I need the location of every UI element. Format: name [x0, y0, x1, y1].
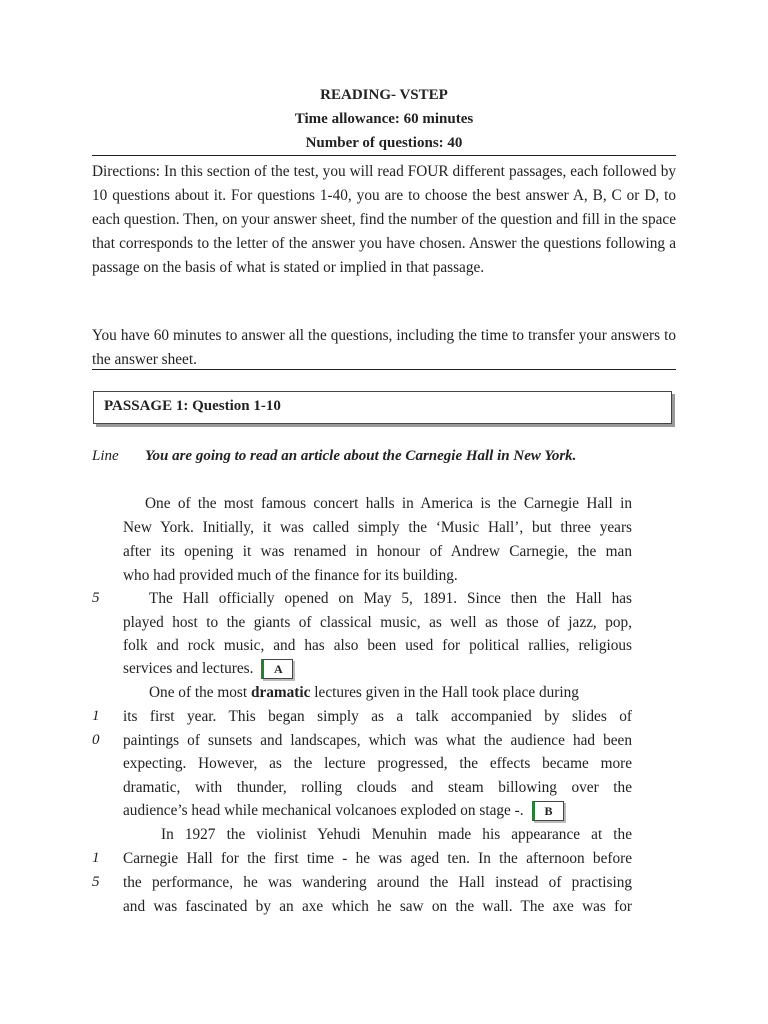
time-allowance: Time allowance: 60 minutes — [294, 111, 474, 127]
line-number: 1 — [92, 708, 100, 724]
top-divider — [92, 155, 676, 156]
passage-line-with-box — [123, 799, 632, 823]
answer-box-b[interactable]: B — [532, 801, 564, 821]
passage-line: One of the most famous concert halls in America is the Carnegie Hall in — [145, 495, 632, 512]
line-number: 1 — [92, 850, 100, 866]
passage-line: its first year. This began simply as a talk accompanied by slides of — [123, 708, 632, 725]
passage-line: In 1927 the violinist Yehudi Menuhin made his appearance at the — [161, 826, 632, 843]
line-number: 5 — [92, 874, 100, 890]
passage-heading: PASSAGE 1: Question 1-10 — [104, 398, 281, 414]
bottom-divider — [92, 369, 676, 370]
passage-line: who had provided much of the finance for its building. — [123, 567, 458, 584]
line-label: Line — [92, 448, 119, 464]
passage-line-with-keyword — [123, 681, 658, 705]
passage-line: dramatic, with thunder, rolling clouds and steam billowing over the — [123, 779, 632, 796]
passage-line-text: audience’s head while mechanical volcanoes exploded on stage -. — [123, 802, 524, 819]
passage-line: and was fascinated by an axe which he saw on the wall. The axe was for — [123, 898, 632, 915]
passage-line: New York. Initially, it was called simply the ‘Music Hall’, but three years — [123, 519, 632, 536]
passage-line: expecting. However, as the lecture progressed, the effects became more — [123, 755, 632, 772]
passage-line-text: One of the most — [149, 684, 248, 701]
passage-line: The Hall officially opened on May 5, 1891. Since then the Hall has — [149, 590, 632, 607]
passage-line: the performance, he was wandering around the Hall instead of practising — [123, 874, 632, 891]
passage-line: after its opening it was renamed in honour of Andrew Carnegie, the man — [123, 543, 632, 560]
line-number: 5 — [92, 590, 100, 606]
keyword-dramatic: dramatic — [250, 684, 311, 701]
passage-line: folk and rock music, and has also been used for political rallies, religious — [123, 637, 632, 654]
number-of-questions: Number of questions: 40 — [305, 135, 463, 151]
passage-line: Carnegie Hall for the first time - he was aged ten. In the afternoon before — [123, 850, 632, 867]
passage-line: played host to the giants of classical music, as well as those of jazz, pop, — [123, 614, 632, 631]
passage-line-with-box — [123, 657, 632, 681]
directions-paragraph: Directions: In this section of the test, you will read FOUR different passages, each followed by 10 questions about it. For questions 1-40, you are to choose the best answer A, B, C or D, to each question. Then, on your answer sheet, find the number of the question and fill in the space that corresponds to the letter of the answer you have chosen. Answer the questions following a passage on the basis of what is stated or implied in that passage. — [92, 163, 676, 276]
passage-intro: You are going to read an article about the Carnegie Hall in New York. — [145, 448, 577, 464]
line-number: 0 — [92, 732, 100, 748]
time-note-paragraph: You have 60 minutes to answer all the questions, including the time to transfer your answers to the answer sheet. — [92, 327, 676, 368]
answer-box-a[interactable]: A — [261, 659, 293, 679]
passage-heading-box — [93, 391, 672, 424]
passage-line-text: lectures given in the Hall took place during — [314, 684, 579, 701]
passage-line-text: services and lectures. — [123, 660, 254, 677]
passage-line: paintings of sunsets and landscapes, which was what the audience had been — [123, 732, 632, 749]
test-title: READING- VSTEP — [320, 87, 448, 103]
